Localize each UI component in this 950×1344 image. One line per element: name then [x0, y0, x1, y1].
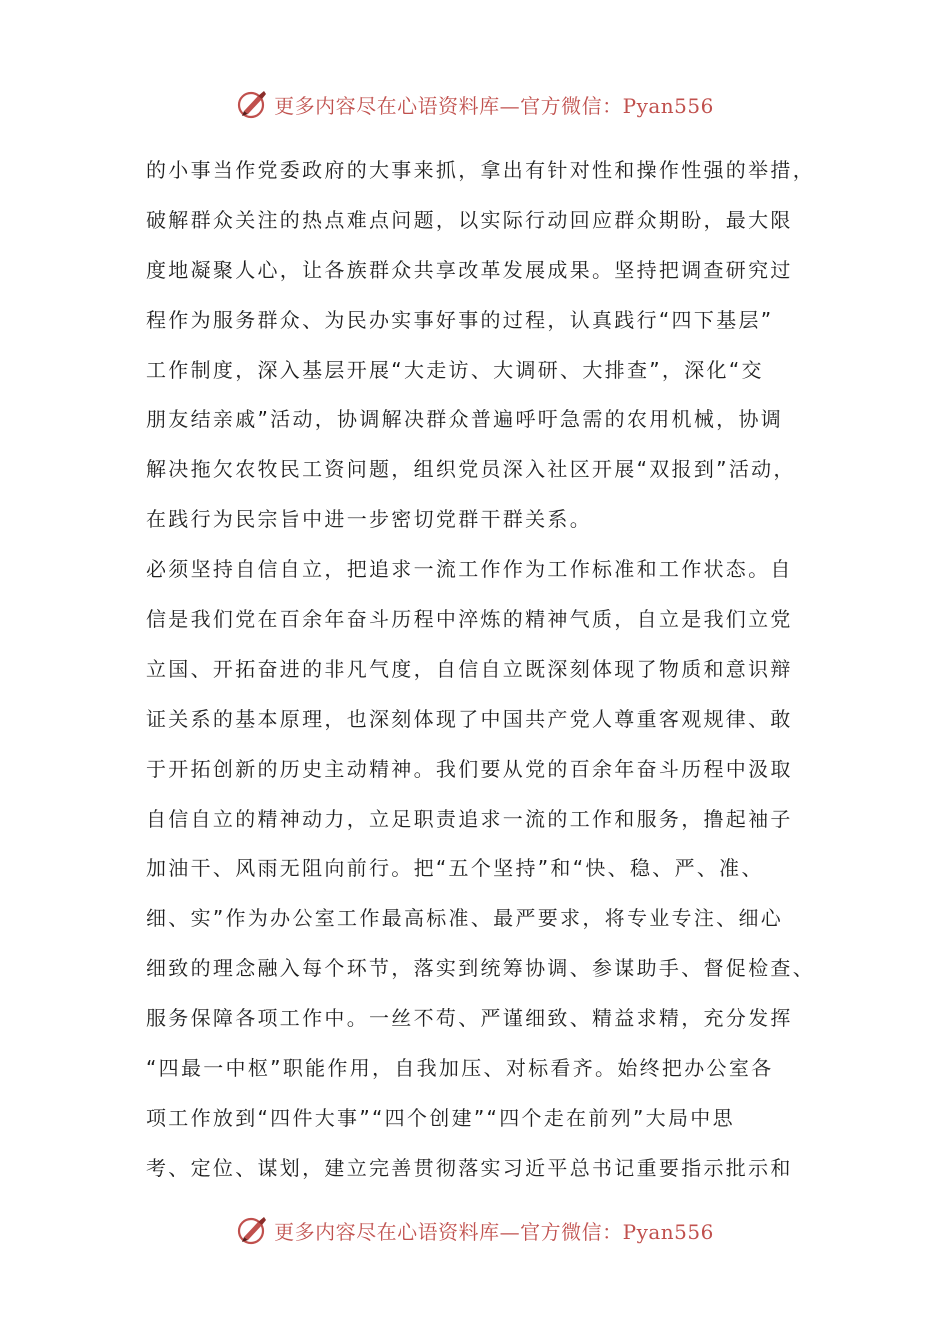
body-text-line: 细致的理念融入每个环节，落实到统筹协调、参谋助手、督促检查、 [146, 956, 815, 981]
body-text-line: 在践行为民宗旨中进一步密切党群干群关系。 [146, 507, 592, 532]
header-banner [0, 84, 950, 124]
body-text-line: 于开拓创新的历史主动精神。我们要从党的百余年奋斗历程中汲取 [146, 756, 793, 781]
body-text-line: 细、实”作为办公室工作最高标准、最严要求，将专业专注、细心 [146, 906, 784, 931]
footer-banner [0, 1210, 950, 1250]
body-text-line: 程作为服务群众、为民办实事好事的过程，认真践行“四下基层” [146, 307, 774, 332]
body-text-line: 信是我们党在百余年奋斗历程中淬炼的精神气质，自立是我们立党 [146, 607, 793, 632]
pen-logo-icon [236, 1213, 270, 1247]
pen-logo-icon [236, 87, 270, 121]
footer-banner-text: 更多内容尽在心语资料库—官方微信：Pyan556 [274, 1219, 714, 1244]
header-banner-text: 更多内容尽在心语资料库—官方微信：Pyan556 [274, 93, 714, 118]
body-text-line: 朋友结亲戚”活动，协调解决群众普遍呼吁急需的农用机械，协调 [146, 407, 784, 432]
body-text-line: 项工作放到“四件大事”“四个创建”“四个走在前列”大局中思 [146, 1105, 735, 1130]
body-text-line: 解决拖欠农牧民工资问题，组织党员深入社区开展“双报到”活动， [146, 457, 796, 482]
body-text-line: 破解群众关注的热点难点问题，以实际行动回应群众期盼，最大限 [146, 207, 793, 232]
body-text-line: 必须坚持自信自立，把追求一流工作作为工作标准和工作状态。自 [146, 557, 793, 582]
body-text-line: 加油干、风雨无阻向前行。把“五个坚持”和“快、稳、严、准、 [146, 856, 764, 881]
body-text-line: 立国、开拓奋进的非凡气度，自信自立既深刻体现了物质和意识辩 [146, 656, 793, 681]
body-text-line: 度地凝聚人心，让各族群众共享改革发展成果。坚持把调查研究过 [146, 257, 793, 282]
document-body [146, 148, 826, 1196]
body-text-line: 证关系的基本原理，也深刻体现了中国共产党人尊重客观规律、敢 [146, 706, 793, 731]
body-text-line: 考、定位、谋划，建立完善贯彻落实习近平总书记重要指示批示和 [146, 1155, 793, 1180]
body-text-line: 工作制度，深入基层开展“大走访、大调研、大排查”，深化“交 [146, 357, 764, 382]
body-text-line: 的小事当作党委政府的大事来抓，拿出有针对性和操作性强的举措， [146, 158, 815, 182]
body-text-line: “四最一中枢”职能作用，自我加压、对标看齐。始终把办公室各 [146, 1056, 774, 1081]
body-text-line: 自信自立的精神动力，立足职责追求一流的工作和服务，撸起袖子 [146, 806, 793, 831]
body-text-line: 服务保障各项工作中。一丝不苟、严谨细致、精益求精，充分发挥 [146, 1006, 793, 1031]
